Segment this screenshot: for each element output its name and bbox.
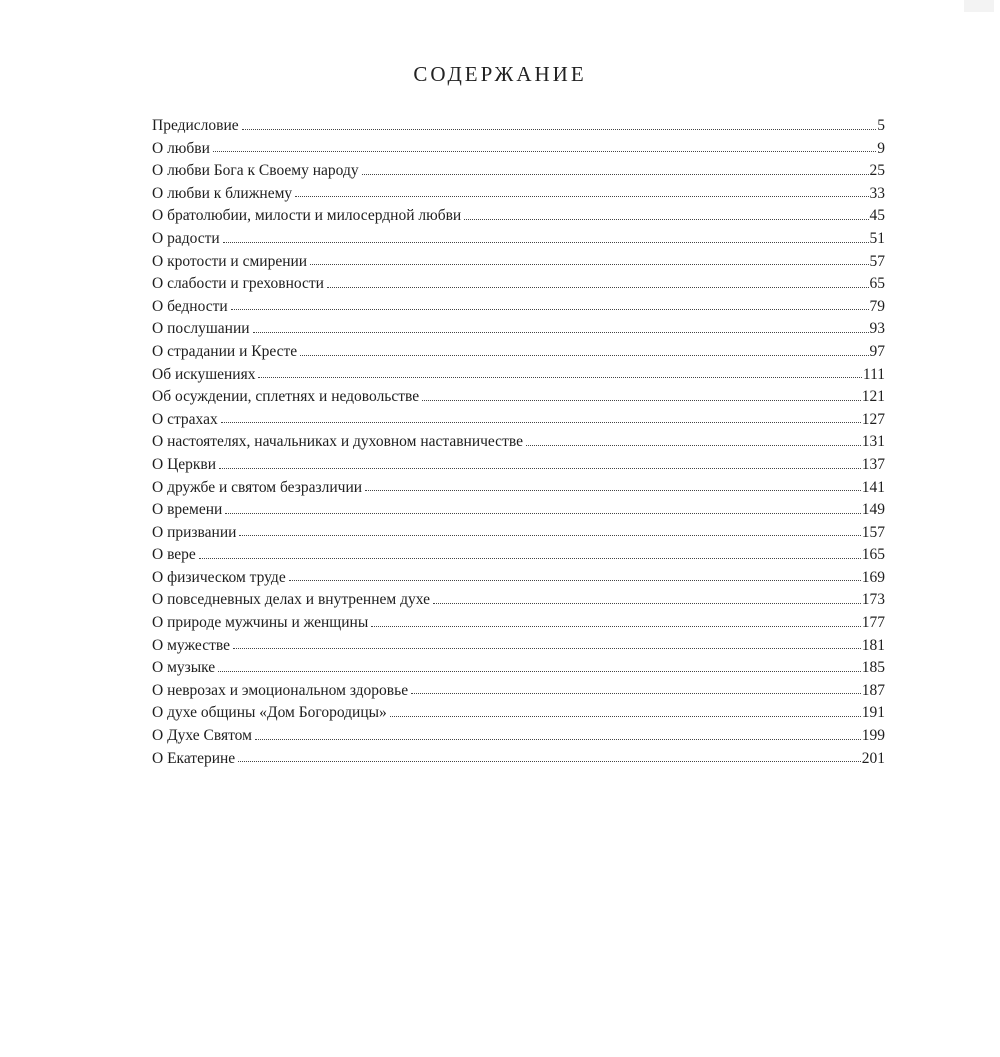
dot-leader xyxy=(255,739,861,740)
toc-entry-page-number: 165 xyxy=(861,546,885,564)
dot-leader xyxy=(310,264,868,265)
toc-entry-title: О Духе Святом xyxy=(152,727,252,745)
toc-entry-page-number: 201 xyxy=(861,749,885,767)
toc-entry-page-number: 127 xyxy=(861,410,885,428)
toc-entry-page-number: 169 xyxy=(861,568,885,586)
toc-entry-page-number: 57 xyxy=(869,252,885,270)
toc-entry xyxy=(152,635,885,658)
toc-entry-title: О братолюбии, милости и милосердной любви xyxy=(152,207,462,225)
toc-entry-title: О Екатерине xyxy=(152,749,236,767)
toc-entry-title: О страхах xyxy=(152,410,218,428)
dot-leader xyxy=(295,196,868,197)
toc-entry-page-number: 51 xyxy=(869,229,885,247)
toc-entry-title: О кротости и смирении xyxy=(152,252,308,270)
toc-entry-title: О любви Бога к Своему народу xyxy=(152,162,359,180)
dot-leader xyxy=(422,400,861,401)
toc-entry-title: Об осуждении, сплетнях и недовольстве xyxy=(152,388,420,406)
toc-entry-title: О духе общины «Дом Богородицы» xyxy=(152,704,387,722)
toc-entry xyxy=(152,748,885,771)
toc-entry xyxy=(152,138,885,161)
dot-leader xyxy=(219,468,861,469)
toc-entry-title: О природе мужчины и женщины xyxy=(152,614,369,632)
toc-entry xyxy=(152,273,885,296)
toc-entry xyxy=(152,364,885,387)
dot-leader xyxy=(253,332,869,333)
toc-entry-page-number: 45 xyxy=(869,207,885,225)
toc-entry-page-number: 5 xyxy=(877,117,885,134)
toc-entry xyxy=(152,341,885,364)
toc-entry-title: Предисловие xyxy=(152,117,239,134)
dot-leader xyxy=(371,626,861,627)
dot-leader xyxy=(327,287,869,288)
scan-artifact xyxy=(964,0,994,12)
toc-entry-page-number: 93 xyxy=(869,320,885,338)
toc-entry-page-number: 33 xyxy=(869,184,885,202)
toc-entry xyxy=(152,409,885,432)
toc-entry-title: О времени xyxy=(152,501,223,519)
toc-entry-title: О Церкви xyxy=(152,455,217,473)
toc-entry-page-number: 181 xyxy=(861,636,885,654)
dot-leader xyxy=(221,422,861,423)
dot-leader xyxy=(225,513,860,514)
dot-leader xyxy=(233,648,861,649)
dot-leader xyxy=(411,693,861,694)
toc-entry-title: О любви к ближнему xyxy=(152,184,293,202)
toc-entry xyxy=(152,725,885,748)
dot-leader xyxy=(433,603,861,604)
dot-leader xyxy=(242,129,877,130)
toc-entry-page-number: 137 xyxy=(861,455,885,473)
dot-leader xyxy=(238,761,861,762)
toc-entry-title: О бедности xyxy=(152,297,228,315)
toc-entry-title: О послушании xyxy=(152,320,250,338)
toc-entry-page-number: 141 xyxy=(861,478,885,496)
dot-leader xyxy=(199,558,861,559)
dot-leader xyxy=(223,242,869,243)
toc-entry xyxy=(152,544,885,567)
toc-entry xyxy=(152,567,885,590)
toc-entry xyxy=(152,702,885,725)
toc-entry xyxy=(152,386,885,409)
toc-entry-title: О физическом труде xyxy=(152,568,286,586)
toc-entry xyxy=(152,228,885,251)
dot-leader xyxy=(365,490,861,491)
toc-entry-page-number: 185 xyxy=(861,659,885,677)
dot-leader xyxy=(289,580,861,581)
toc-entry xyxy=(152,680,885,703)
dot-leader xyxy=(362,174,869,175)
toc-entry-title: О страдании и Кресте xyxy=(152,342,298,360)
toc-entry xyxy=(152,477,885,500)
toc-entry-page-number: 173 xyxy=(861,591,885,609)
toc-entry xyxy=(152,251,885,274)
toc-entry-title: О настоятелях, начальниках и духовном наставничестве xyxy=(152,433,523,451)
dot-leader xyxy=(231,309,869,310)
toc-entry-page-number: 187 xyxy=(861,681,885,699)
toc-entry xyxy=(152,183,885,206)
toc-entry-title: О призвании xyxy=(152,523,237,541)
toc-entry-page-number: 121 xyxy=(861,388,885,406)
toc-entry-title: О дружбе и святом безразличии xyxy=(152,478,363,496)
toc-entry xyxy=(152,431,885,454)
toc-entry-page-number: 111 xyxy=(862,365,885,383)
dot-leader xyxy=(390,716,861,717)
toc-entry-title: Об искушениях xyxy=(152,365,256,383)
toc-entry-page-number: 177 xyxy=(861,614,885,632)
toc-entry-page-number: 149 xyxy=(861,501,885,519)
toc-entry-title: О радости xyxy=(152,229,220,247)
toc-entry xyxy=(152,499,885,522)
toc-entry-page-number: 65 xyxy=(869,275,885,293)
toc-entry-page-number: 79 xyxy=(869,297,885,315)
toc-entry xyxy=(152,454,885,477)
toc-entry-title: О любви xyxy=(152,139,210,157)
toc-entry-page-number: 191 xyxy=(861,704,885,722)
toc-entry-page-number: 9 xyxy=(877,139,885,157)
dot-leader xyxy=(258,377,861,378)
table-of-contents xyxy=(152,115,885,770)
dot-leader xyxy=(218,671,861,672)
toc-entry xyxy=(152,160,885,183)
toc-entry xyxy=(152,657,885,680)
toc-entry-title: О слабости и греховности xyxy=(152,275,324,293)
toc-entry xyxy=(152,612,885,635)
toc-entry-title: О неврозах и эмоциональном здоровье xyxy=(152,681,409,699)
toc-entry xyxy=(152,522,885,545)
toc-entry xyxy=(152,296,885,319)
dot-leader xyxy=(300,355,868,356)
toc-entry-title: О музыке xyxy=(152,659,216,677)
toc-entry-page-number: 157 xyxy=(861,523,885,541)
toc-entry xyxy=(152,318,885,341)
toc-entry-title: О повседневных делах и внутреннем духе xyxy=(152,591,430,609)
toc-entry-title: О вере xyxy=(152,546,196,564)
toc-entry-page-number: 97 xyxy=(869,342,885,360)
toc-entry-page-number: 131 xyxy=(861,433,885,451)
toc-entry-title: О мужестве xyxy=(152,636,230,654)
dot-leader xyxy=(239,535,860,536)
toc-entry xyxy=(152,115,885,138)
dot-leader xyxy=(213,151,876,152)
toc-entry-page-number: 25 xyxy=(869,162,885,180)
toc-entry xyxy=(152,205,885,228)
dot-leader xyxy=(526,445,861,446)
toc-entry xyxy=(152,589,885,612)
toc-entry-page-number: 199 xyxy=(861,727,885,745)
page-title: СОДЕРЖАНИЕ xyxy=(413,62,587,86)
dot-leader xyxy=(464,219,868,220)
